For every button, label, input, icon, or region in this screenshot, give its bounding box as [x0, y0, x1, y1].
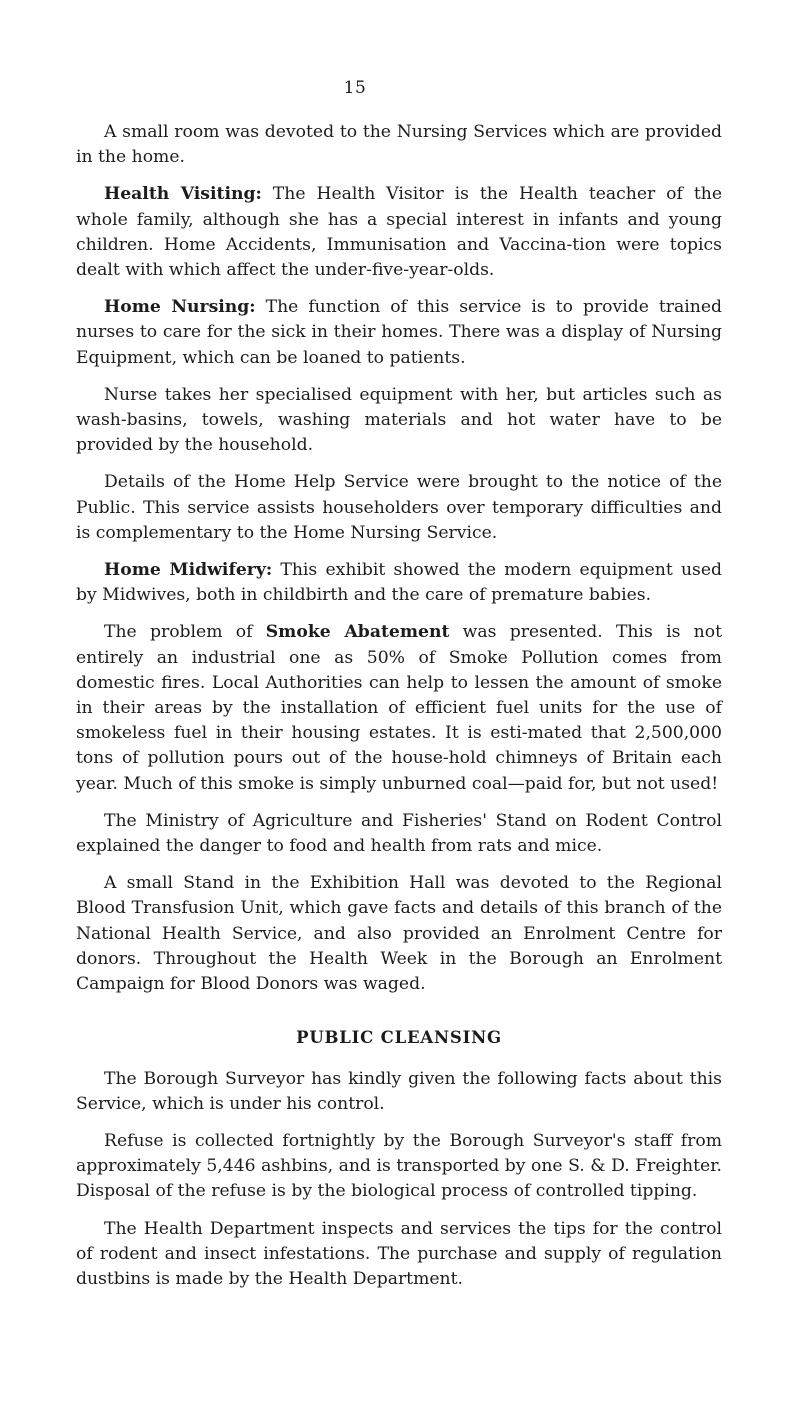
paragraph-lead-heading: Health Visiting:: [104, 184, 262, 205]
paragraph-text: Details of the Home Help Service were brought to the notice of the Public. This service assists householders over temporary difficulties and is complementary to the Home Nursing Service.: [76, 472, 722, 543]
paragraph-emphasis: Smoke Abatement: [265, 622, 450, 643]
page-number: 15: [343, 78, 367, 98]
paragraph-text: The function of this service is to provide trained nurses to care for the sick in their homes. There was a display of Nursing Equipment, which can be loaned to patients.: [76, 297, 722, 368]
paragraph-text: A small Stand in the Exhibition Hall was devoted to the Regional Blood Transfusion Unit, which gave facts and details of this branch of the National Health Service, and also provided an Enrolment Centre for donors. Throughout the Health Week in the Borough an Enrolment Campaign for Blood Donors was waged.: [76, 873, 722, 995]
paragraph-lead-heading: Home Nursing:: [104, 297, 256, 318]
paragraph-rodent-control: [76, 809, 722, 859]
paragraph-text: The Health Visitor is the Health teacher of the whole family, although she has a special interest in infants and young children. Home Accidents, Immunisation and Vaccina-tion were topics dealt with which affect the under-five-year-olds.: [76, 184, 722, 281]
paragraph-text: The Ministry of Agriculture and Fisheries' Stand on Rodent Control explained the danger to food and health from rats and mice.: [76, 810, 722, 857]
paragraph-health-department: [76, 1217, 722, 1293]
paragraph-home-nursing: [76, 295, 722, 371]
paragraph-text: Nurse takes her specialised equipment with her, but articles such as wash-basins, towels, washing materials and hot water have to be provided by the household.: [76, 384, 722, 456]
page-body: [76, 120, 722, 1304]
paragraph-borough-surveyor: [76, 1067, 722, 1117]
paragraph-nurse-equipment: [76, 383, 722, 459]
paragraph-blood-transfusion: [76, 871, 722, 997]
paragraph-text-prefix: The problem of: [104, 622, 266, 643]
paragraph-text: A small room was devoted to the Nursing Services which are provided in the home.: [76, 122, 722, 168]
paragraph-text: The Health Department inspects and services the tips for the control of rodent and insect infestations. The purchase and supply of regulation dustbins is made by the Health Department.: [76, 1218, 722, 1289]
paragraph-nursing-room: [76, 120, 722, 170]
paragraph-home-help: [76, 470, 722, 546]
paragraph-smoke-abatement: [76, 620, 722, 796]
paragraph-health-visiting: [76, 182, 722, 283]
paragraph-text-suffix: was presented. This is not entirely an industrial one as 50% of Smoke Pollution comes from domestic fires. Local Authorities can help to lessen the amount of smoke in their areas by the installation of efficient fuel units for the use of smokeless fuel in their housing estates. It is esti-mated that 2,500,000 tons of pollution pours out of the house-hold chimneys of Britain each year. Much of this smoke is simply unburned coal—paid for, but not used!: [76, 622, 723, 794]
paragraph-lead-heading: Home Midwifery:: [104, 560, 273, 581]
paragraph-text: This exhibit showed the modern equipment used by Midwives, both in childbirth and the care of premature babies.: [76, 560, 723, 606]
paragraph-text: Refuse is collected fortnightly by the Borough Surveyor's staff from approximately 5,446 ashbins, and is transported by one S. & D. Freighter. Disposal of the refuse is by the biological process of controlled tipping.: [76, 1130, 722, 1202]
paragraph-text: The Borough Surveyor has kindly given the following facts about this Service, which is under his control.: [76, 1068, 722, 1114]
paragraph-home-midwifery: [76, 558, 722, 608]
section-heading: PUBLIC CLEANSING: [296, 1028, 502, 1048]
paragraph-refuse-collection: [76, 1129, 722, 1205]
